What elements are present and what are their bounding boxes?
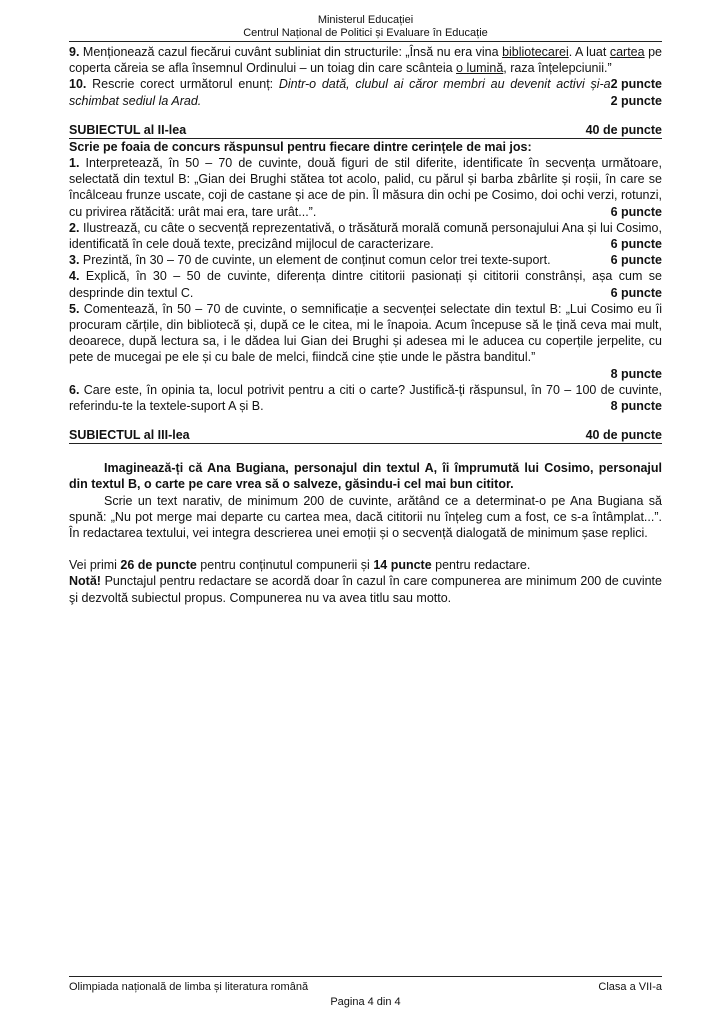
question-points: 2 puncte xyxy=(610,93,662,108)
s2-question-3: 3. Prezintă, în 30 – 70 de cuvinte, un element de conținut comun celor trei texte-suport. 6 puncte xyxy=(69,253,662,268)
section-3-prompt: Imaginează-ți că Ana Bugiana, personajul din textul A, îi împrumută lui Cosimo, personajul din textul B, o carte pe care vrea să o salveze, găsindu-i cel mai bun cititor. xyxy=(69,461,662,492)
question-10: 10. Rescrie corect următorul enunț: Dintr-o dată, clubul ai căror membri au devenit activi și-a schimbat sediul la Arad. 2 puncte xyxy=(69,77,662,108)
section-2-instruction: Scrie pe foaia de concurs răspunsul pentru fiecare dintre cerințele de mai jos: xyxy=(69,139,532,154)
underlined-word: o lumină xyxy=(456,61,504,76)
page-footer xyxy=(69,976,662,1008)
s2-question-2: 2. Ilustrează, cu câte o secvență reprezentativă, o trăsătură morală comună personajului Ana și lui Cosimo, identificată în cele două texte, precizând mijlocul de caracterizare. 6 puncte xyxy=(69,220,662,252)
underlined-word: bibliotecarei xyxy=(502,45,569,59)
footer-class: Clasa a VII-a xyxy=(598,981,662,993)
s2-question-1: 1. Interpretează, în 50 – 70 de cuvinte, două figuri de stil diferite, identificate în secvența următoare, selectată din textul B: „Gian dei Brughi stătea tot acolo, palid, cu părul și barba zbârlite și roșii, în care se încâlceau frunze uscate, coji de castane și ace de pin. Îl măsura din ochi pe Cosimo, doi ochi verzi, rotunzi, cu privirea rătăcită: urât mai era, tare urât...”. 6 puncte xyxy=(69,156,662,219)
footer-olympiad: Olimpiada națională de limba și literatura română xyxy=(69,981,309,993)
exam-page xyxy=(69,14,662,606)
s2-question-5-points: 8 puncte xyxy=(610,366,662,381)
section-2-heading: SUBIECTUL al II-lea 40 de puncte xyxy=(69,122,662,137)
exam-body xyxy=(69,44,662,606)
page-header xyxy=(69,14,662,40)
question-9: 9. Menționează cazul fiecărui cuvânt subliniat din structurile: „Însă nu era vina bibliotecarei. A luat cartea pe coperta căreia se afla însemnul Ordinului – un toiag din care scânteia o lumină, raza înțelepciunii.” 2 puncte xyxy=(69,45,662,92)
question-points: 2 puncte xyxy=(610,77,662,92)
ministry-name: Ministerul Educației xyxy=(317,14,414,26)
page-number: Pagina 4 din 4 xyxy=(330,996,401,1008)
center-name: Centrul Național de Politici și Evaluare în Educație xyxy=(243,27,488,39)
header-divider xyxy=(69,41,662,42)
section-3-heading: SUBIECTUL al III-lea 40 de puncte xyxy=(69,428,662,443)
s2-question-6: 6. Care este, în opinia ta, locul potrivit pentru a citi o carte? Justifică-ți răspunsul, în 70 – 100 de cuvinte, referindu-te la textele-suport A și B. 8 puncte xyxy=(69,382,662,414)
footer-divider xyxy=(69,976,662,977)
s2-question-4: 4. Explică, în 30 – 50 de cuvinte, diferența dintre cititorii pasionați și cititorii constrânși, așa cum se desprinde din textul C. 6 puncte xyxy=(69,269,662,300)
section-3-task: Scrie un text narativ, de minimum 200 de cuvinte, arătând ce a determinat-o pe Ana Bugiana să spună: „Nu pot merge mai departe cu cartea mea, dacă cititorii nu înțeleg cum a fost, ce s-a întâmplat...”. În redactarea textului, vei integra descrierea unei emoții și o secvență dialogată de minimum șase replici. xyxy=(69,493,662,541)
s2-question-5: 5. Comentează, în 50 – 70 de cuvinte, o semnificație a secvenței selectate din textul B: „Lui Cosimo eu îi procuram cărțile, din bibliotecă și, după ce le citea, mi le înapoia. Acum începuse să le țină ceva mai mult, deoarece, după lectura sa, i le dădea lui Gian dei Brughi și adesea mi le aducea cu coperțile jerpelite, cu pete de mucegai pe ele și cu bale de melci, fiindcă cine știe unde le păstra banditul.” xyxy=(69,301,662,365)
grading-note: Notă! Punctajul pentru redactare se acordă doar în cazul în care compunerea are minimum 200 de cuvinte şi dezvoltă subiectul propus. Compunerea nu va avea titlu sau motto. xyxy=(69,574,662,605)
underlined-word: cartea xyxy=(609,45,645,59)
score-info: Vei primi 26 de puncte pentru conținutul compunerii și 14 puncte pentru redactare. xyxy=(69,558,531,573)
